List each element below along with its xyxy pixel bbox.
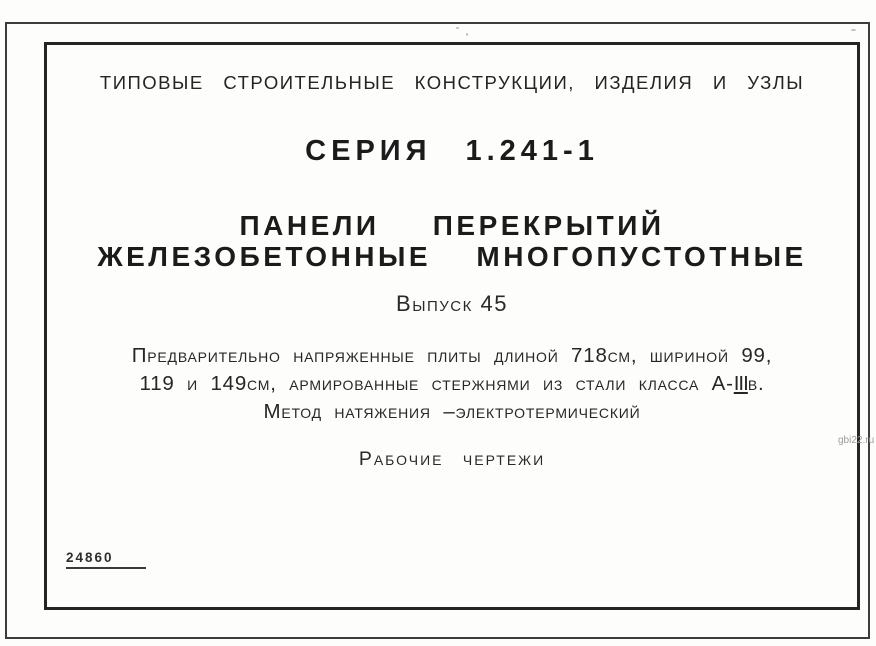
main-title-line-2: ЖЕЛЕЗОБЕТОННЫЕ МНОГОПУСТОТНЫЕ [97,241,807,272]
site-watermark: gbi22.ru [838,435,875,446]
description-line-1: Предварительно напряженные плиты длиной 718см, шириной 99, [131,344,773,367]
title-page-content [44,42,860,610]
technical-description [44,342,860,426]
inventory-stamp-number [66,550,146,569]
steel-class-roman-numeral: III [733,372,748,395]
scan-speck [456,27,459,29]
scan-speck [851,29,856,31]
description-line-2-prefix: 119 и 149см, армированные стержнями из стали класса А- [139,372,734,395]
main-title [44,210,860,272]
series-number: 1.241-1 [465,135,599,167]
scan-speck [466,33,468,36]
series-title [44,135,860,168]
document-type-label: Рабочие чертежи [358,448,546,470]
inventory-stamp-number-text: 24860 [66,550,114,565]
document-category-heading: ТИПОВЫЕ СТРОИТЕЛЬНЫЕ КОНСТРУКЦИИ, ИЗДЕЛИЯ И УЗЛЫ [99,72,805,93]
main-title-line-1: ПАНЕЛИ ПЕРЕКРЫТИЙ [239,210,665,241]
series-label: СЕРИЯ [305,135,432,167]
description-line-2-suffix: в. [747,372,765,395]
issue-number: Выпуск 45 [396,291,508,316]
description-line-3: Метод натяжения –электротермический [263,400,641,423]
description-line-2 [44,370,860,398]
